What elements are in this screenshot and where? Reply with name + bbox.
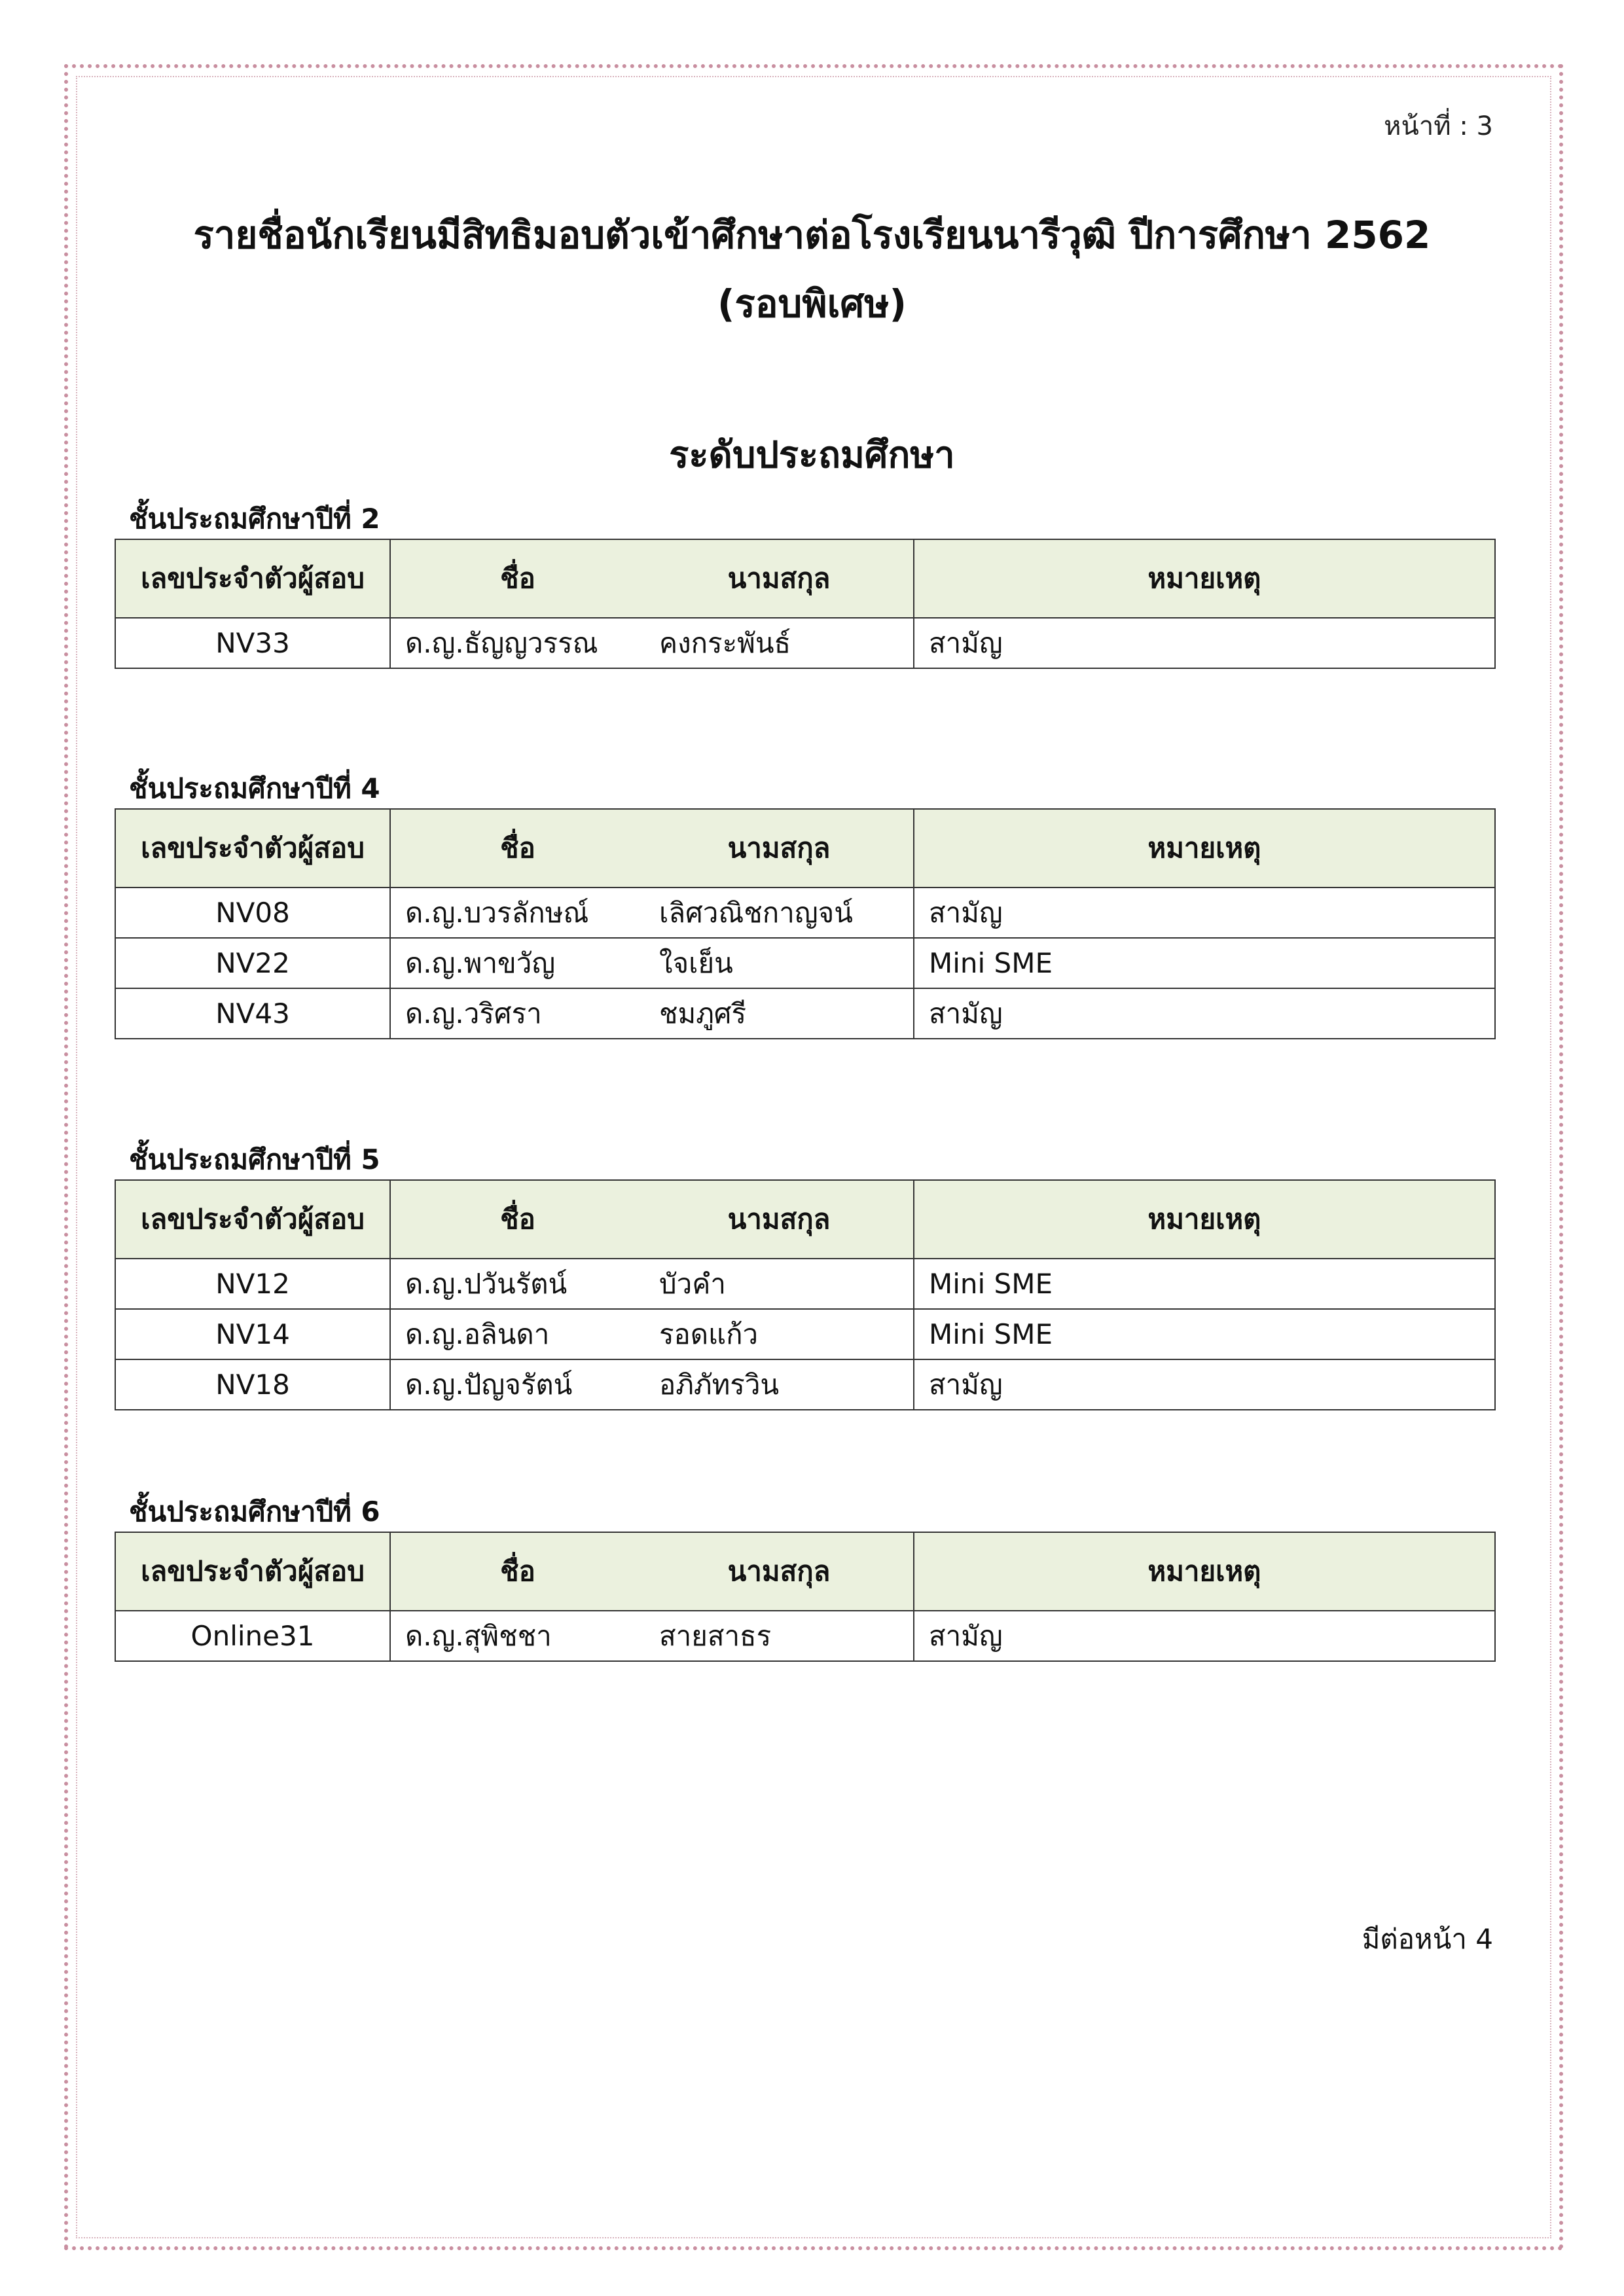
- cell-id: NV43: [115, 988, 390, 1039]
- table-row: [115, 618, 1495, 668]
- table-row: [115, 1309, 1495, 1359]
- table-row: [115, 938, 1495, 988]
- section-grade-5: [115, 1140, 1496, 1410]
- header-name: ชื่อ: [390, 809, 645, 888]
- header-id: เลขประจำตัวผู้สอบ: [115, 1180, 390, 1259]
- cell-id: NV33: [115, 618, 390, 668]
- cell-note: สามัญ: [914, 1359, 1495, 1410]
- cell-note: Mini SME: [914, 1309, 1495, 1359]
- cell-surname: ชมภูศรี: [645, 988, 914, 1039]
- student-table: [115, 1179, 1496, 1410]
- header-note: หมายเหตุ: [914, 809, 1495, 888]
- document-subtitle: (รอบพิเศษ): [717, 281, 907, 326]
- table-header: [115, 1532, 1495, 1611]
- cell-id: NV18: [115, 1359, 390, 1410]
- header-note: หมายเหตุ: [914, 539, 1495, 618]
- cell-id: NV12: [115, 1259, 390, 1309]
- table-row: [115, 1611, 1495, 1661]
- section-title: ชั้นประถมศึกษาปีที่ 4: [129, 772, 380, 804]
- table-header: [115, 539, 1495, 618]
- header-name: ชื่อ: [390, 1532, 645, 1611]
- header-surname: นามสกุล: [645, 1180, 914, 1259]
- cell-name: ด.ญ.วริศรา: [390, 988, 645, 1039]
- cell-note: สามัญ: [914, 888, 1495, 938]
- cell-surname: เลิศวณิชกาญจน์: [645, 888, 914, 938]
- table-header: [115, 809, 1495, 888]
- header-surname: นามสกุล: [645, 539, 914, 618]
- cell-surname: รอดแก้ว: [645, 1309, 914, 1359]
- header-surname: นามสกุล: [645, 1532, 914, 1611]
- cell-id: NV08: [115, 888, 390, 938]
- header-surname: นามสกุล: [645, 809, 914, 888]
- section-grade-4: [115, 769, 1496, 1039]
- header-name: ชื่อ: [390, 539, 645, 618]
- table-row: [115, 888, 1495, 938]
- section-title: ชั้นประถมศึกษาปีที่ 6: [129, 1496, 380, 1528]
- cell-surname: บัวคำ: [645, 1259, 914, 1309]
- document-title: รายชื่อนักเรียนมีสิทธิมอบตัวเข้าศึกษาต่อโรงเรียนนารีวุฒิ ปีการศึกษา 2562: [193, 213, 1431, 257]
- cell-note: Mini SME: [914, 938, 1495, 988]
- header-id: เลขประจำตัวผู้สอบ: [115, 539, 390, 618]
- continued-note: มีต่อหน้า 4: [1362, 1923, 1493, 1955]
- level-heading: ระดับประถมศึกษา: [669, 434, 955, 476]
- cell-name: ด.ญ.สุพิชชา: [390, 1611, 645, 1661]
- student-table: [115, 808, 1496, 1039]
- cell-name: ด.ญ.อลินดา: [390, 1309, 645, 1359]
- header-id: เลขประจำตัวผู้สอบ: [115, 809, 390, 888]
- header-note: หมายเหตุ: [914, 1180, 1495, 1259]
- section-title: ชั้นประถมศึกษาปีที่ 5: [129, 1143, 380, 1175]
- cell-name: ด.ญ.ปัญจรัตน์: [390, 1359, 645, 1410]
- section-title: ชั้นประถมศึกษาปีที่ 2: [129, 503, 380, 535]
- student-table: [115, 1532, 1496, 1662]
- cell-id: NV22: [115, 938, 390, 988]
- header-id: เลขประจำตัวผู้สอบ: [115, 1532, 390, 1611]
- table-row: [115, 1359, 1495, 1410]
- header-name: ชื่อ: [390, 1180, 645, 1259]
- cell-name: ด.ญ.พาขวัญ: [390, 938, 645, 988]
- cell-surname: ใจเย็น: [645, 938, 914, 988]
- header-note: หมายเหตุ: [914, 1532, 1495, 1611]
- cell-note: สามัญ: [914, 1611, 1495, 1661]
- page-number: หน้าที่ : 3: [1384, 111, 1493, 141]
- table-header: [115, 1180, 1495, 1259]
- table-row: [115, 988, 1495, 1039]
- cell-name: ด.ญ.ปวันรัตน์: [390, 1259, 645, 1309]
- student-table: [115, 539, 1496, 669]
- section-grade-6: [115, 1492, 1496, 1662]
- cell-name: ด.ญ.ธัญญวรรณ: [390, 618, 645, 668]
- cell-surname: อภิภัทรวิน: [645, 1359, 914, 1410]
- cell-surname: สายสาธร: [645, 1611, 914, 1661]
- cell-surname: คงกระพันธ์: [645, 618, 914, 668]
- cell-name: ด.ญ.บวรลักษณ์: [390, 888, 645, 938]
- cell-note: สามัญ: [914, 618, 1495, 668]
- cell-id: Online31: [115, 1611, 390, 1661]
- table-row: [115, 1259, 1495, 1309]
- cell-id: NV14: [115, 1309, 390, 1359]
- cell-note: สามัญ: [914, 988, 1495, 1039]
- section-grade-2: [115, 499, 1496, 669]
- cell-note: Mini SME: [914, 1259, 1495, 1309]
